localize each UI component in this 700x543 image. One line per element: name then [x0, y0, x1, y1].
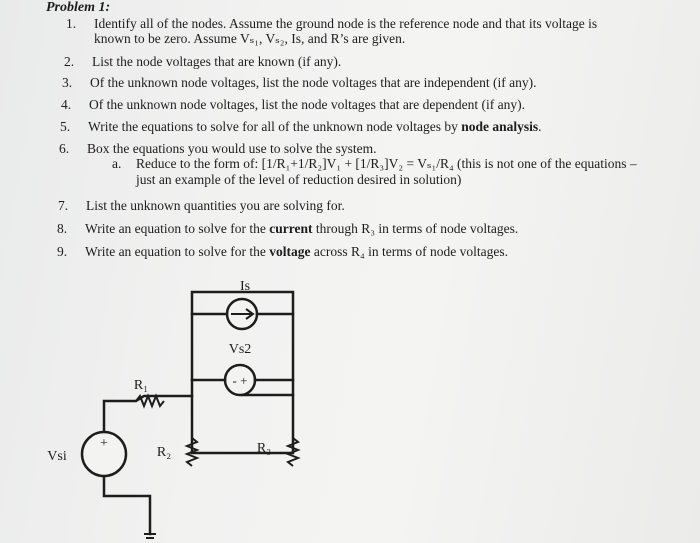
label-vs2: Vs2 — [228, 342, 252, 357]
item-text-bold: current — [269, 221, 313, 236]
ground-wire — [104, 478, 150, 534]
label-r1: R₁ — [133, 378, 149, 393]
item-number: 2. — [64, 54, 75, 69]
sub-item-letter: a. — [112, 156, 122, 171]
item-text-part: across R₄ in terms of node voltages. — [310, 244, 508, 259]
item-text: Of the unknown node voltages, list the node voltages that are dependent (if any). — [89, 97, 526, 112]
item-number: 4. — [61, 97, 72, 112]
item-text-part: . — [538, 119, 542, 134]
sub-item-text-line2: just an example of the level of reduction desired in solution) — [136, 172, 462, 187]
item-text-part: Write an equation to solve for the — [85, 244, 270, 259]
item-text: Of the unknown node voltages, list the node voltages that are independent (if any). — [90, 75, 537, 90]
item-text-part: Write the equations to solve for all of the unknown node voltages by — [88, 119, 462, 134]
item-text-line2: known to be zero. Assume Vₛ₁, Vₛ₂, Is, and R’s are given. — [94, 31, 406, 46]
r1-branch-wire — [104, 396, 192, 432]
item-text-bold: voltage — [269, 244, 311, 259]
sub-item-text-line1: Reduce to the form of: [1/R₁+1/R₂]V₁ + [1/R₃]V₂ = Vₛ₁/R₄ (this is not one of the equations – — [136, 156, 637, 171]
item-number: 9. — [57, 244, 68, 259]
label-vs1: Vsi — [47, 449, 67, 464]
item-number: 8. — [57, 221, 68, 236]
label-r2: R₂ — [156, 445, 172, 460]
resistor-r1 — [136, 396, 164, 406]
item-number: 6. — [59, 141, 70, 156]
item-number: 1. — [66, 16, 77, 31]
item-text: List the unknown quantities you are solving for. — [86, 198, 345, 213]
vs2-polarity: - + — [232, 373, 248, 388]
item-text-line1: Identify all of the nodes. Assume the ground node is the reference node and that its voltage is — [94, 16, 598, 31]
item-text: List the node voltages that are known (if any). — [92, 54, 342, 69]
item-number: 3. — [62, 75, 73, 90]
label-is: Is — [239, 279, 251, 294]
item-number: 5. — [60, 119, 71, 134]
item-text-part: Write an equation to solve for the — [85, 221, 270, 236]
item-text: Box the equations you would use to solve the system. — [87, 141, 377, 156]
label-r3: R₃ — [256, 441, 272, 456]
item-text-part: through R₃ in terms of node voltages. — [312, 221, 519, 236]
problem-title: Problem 1: — [46, 0, 111, 15]
item-text-bold: node analysis — [461, 119, 539, 134]
item-number: 7. — [58, 198, 69, 213]
vs1-polarity: + — [100, 436, 108, 451]
